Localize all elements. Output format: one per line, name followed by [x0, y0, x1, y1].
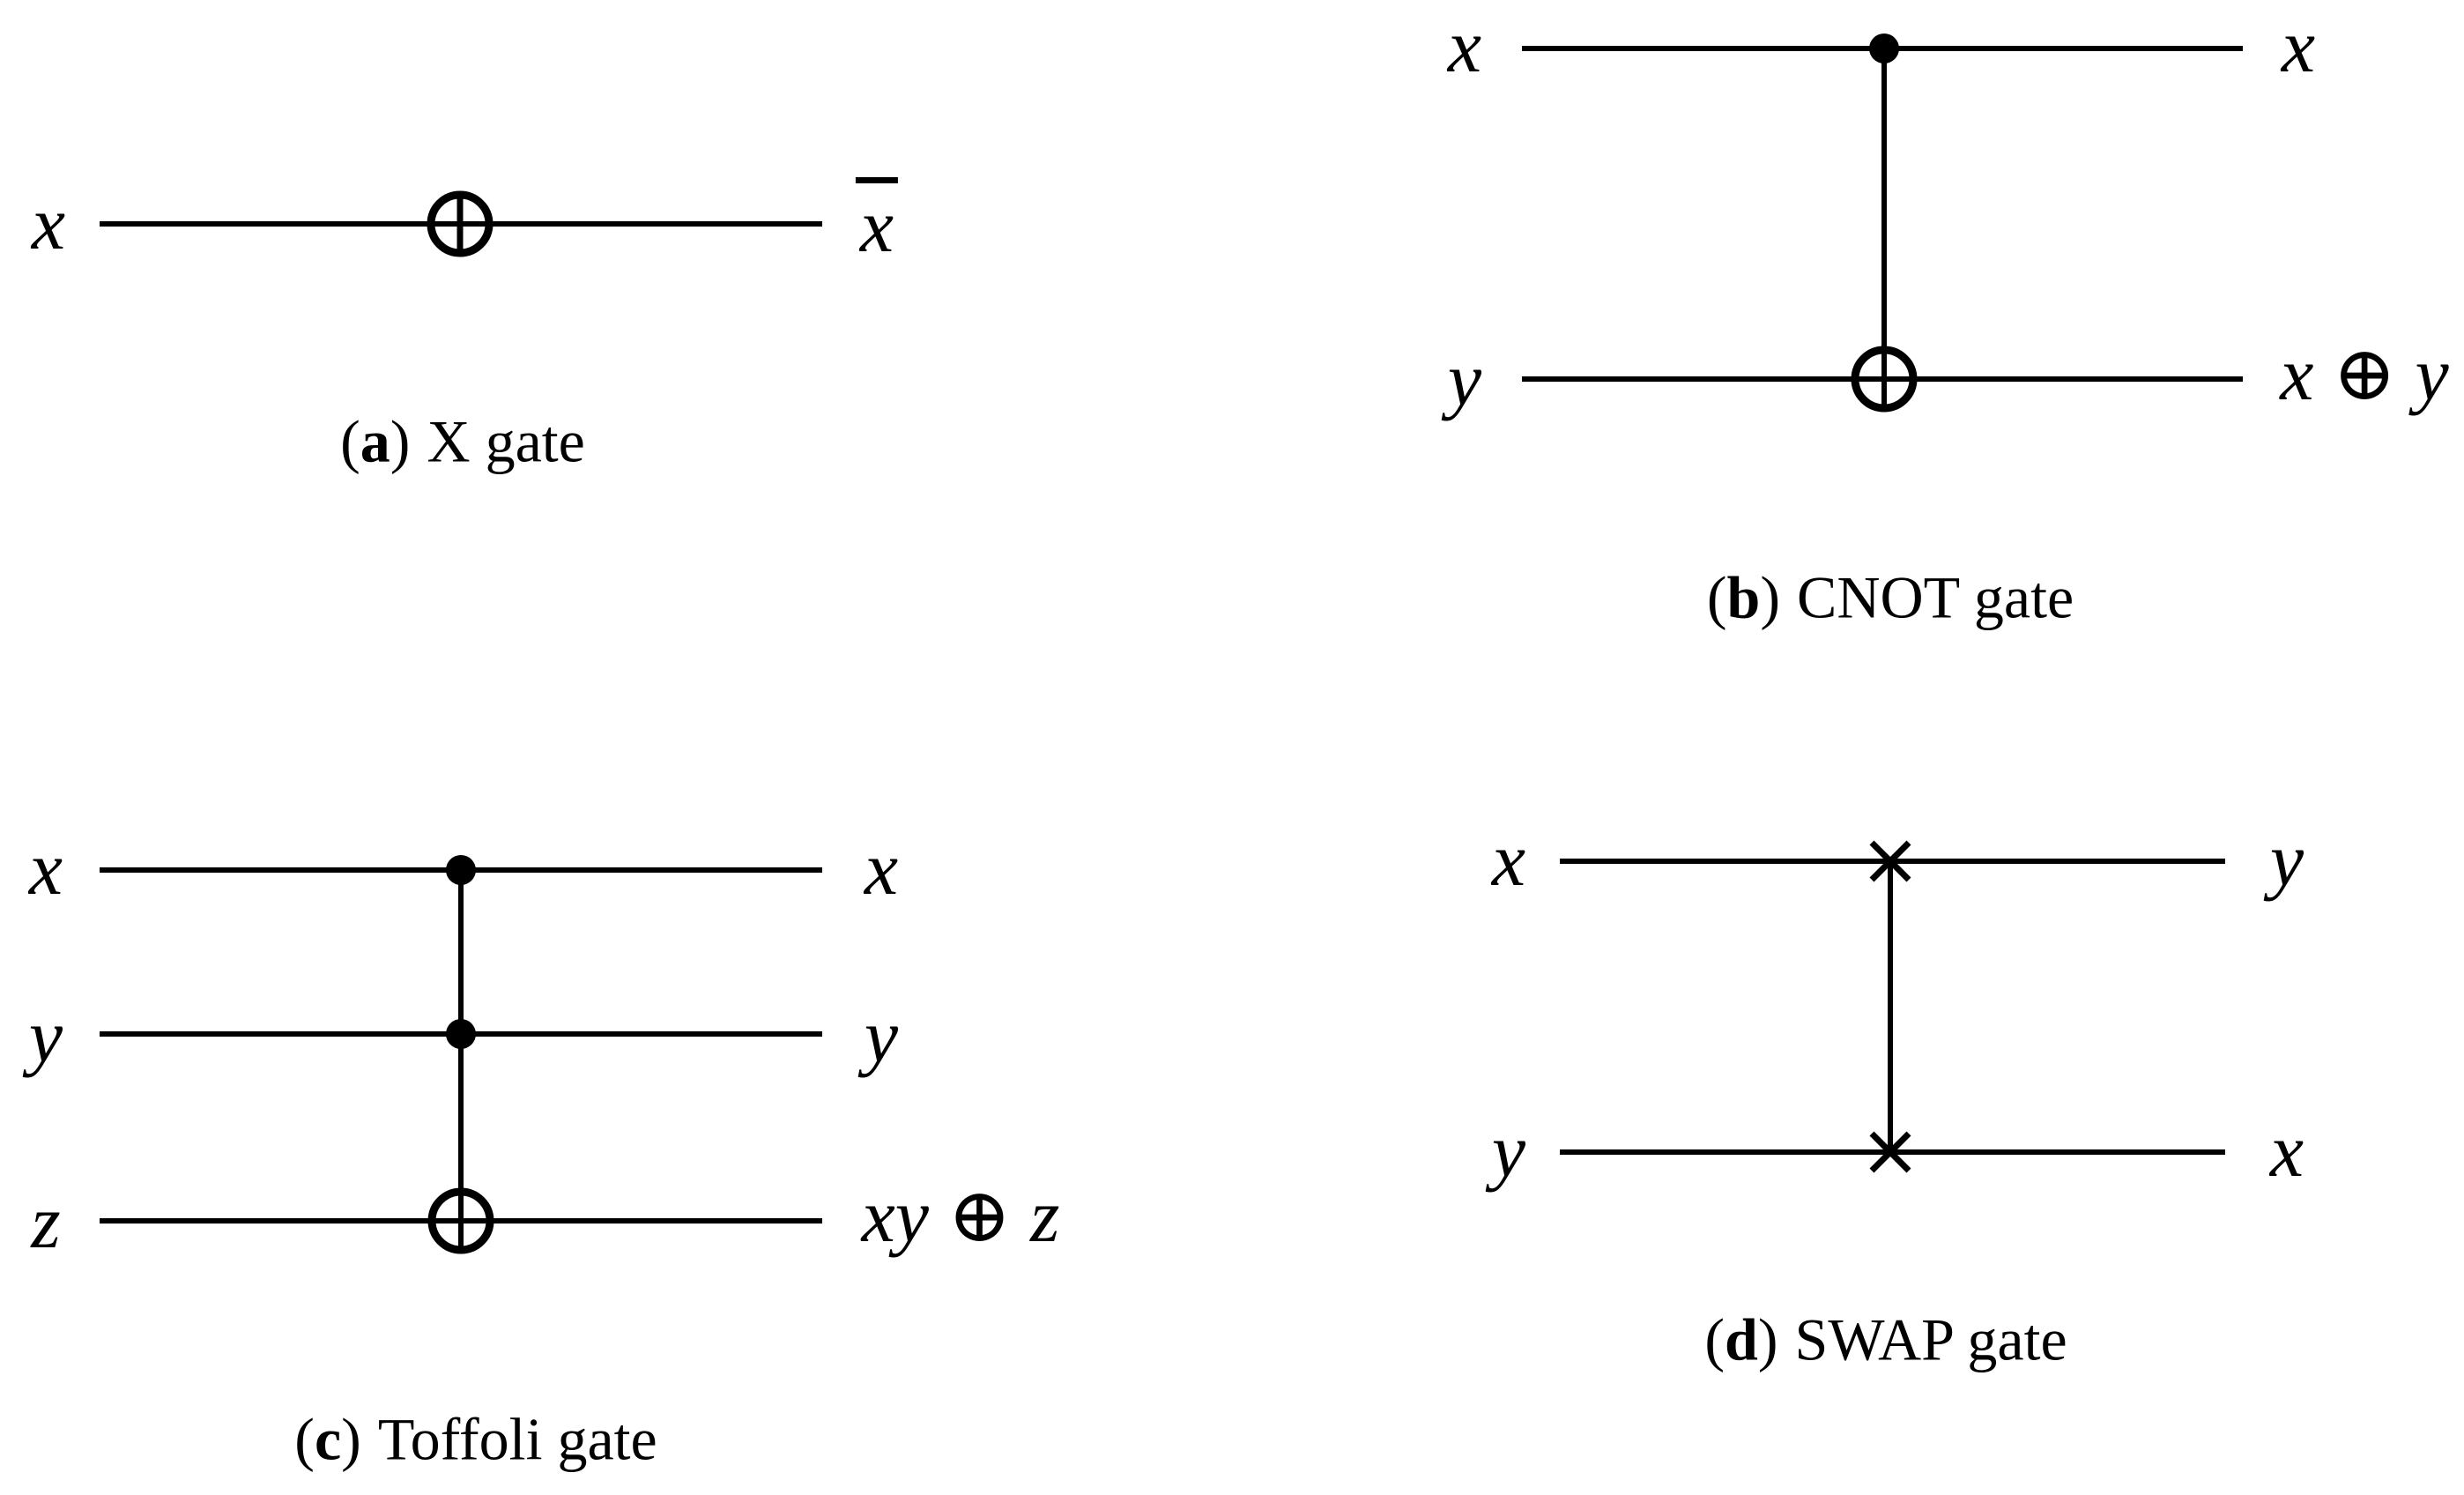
- control-dot-icon: [1869, 33, 1899, 63]
- control-dot-icon: [446, 1019, 476, 1049]
- caption-title: CNOT gate: [1797, 563, 2074, 631]
- wire-output-label: x: [2281, 4, 2316, 88]
- caption-paren-open: (: [340, 407, 360, 475]
- wire-input-label: x: [1491, 817, 1526, 902]
- panel-c-caption: [294, 1407, 657, 1473]
- caption-marker: a: [360, 407, 390, 475]
- caption-paren-open: (: [294, 1405, 315, 1473]
- caption-paren-open: (: [1704, 1305, 1726, 1373]
- caption-title: SWAP gate: [1794, 1305, 2067, 1373]
- wire-input-label: x: [1447, 4, 1482, 88]
- overline-x: x: [856, 177, 898, 264]
- caption-paren-open: (: [1706, 563, 1727, 631]
- caption-marker: b: [1726, 563, 1761, 631]
- wire-input-label: y: [28, 993, 63, 1078]
- wire-output-label: y: [864, 993, 899, 1078]
- wire-output-label: x ⊕ y: [2280, 331, 2449, 416]
- wire-input-label: y: [1491, 1108, 1526, 1193]
- caption-marker: c: [314, 1405, 342, 1473]
- caption-marker: d: [1725, 1305, 1758, 1373]
- wire-input-label: y: [1447, 337, 1482, 421]
- wire-output-label: x: [2269, 1108, 2304, 1193]
- panel-b-caption: [1707, 565, 2074, 631]
- wire-input-label: x: [28, 826, 63, 911]
- caption-title: Toffoli gate: [377, 1405, 657, 1473]
- wire-output-label: y: [2269, 817, 2304, 902]
- wire-output-label: x: [864, 826, 899, 911]
- caption-paren-close: ): [390, 407, 411, 475]
- control-dot-icon: [446, 855, 476, 885]
- wire-output-label-x-bar: [856, 177, 898, 268]
- caption-paren-close: ): [1757, 1305, 1778, 1373]
- panel-a-caption: [340, 409, 585, 475]
- panel-d-caption: [1704, 1307, 2067, 1373]
- caption-title: X gate: [427, 407, 585, 475]
- caption-paren-close: ): [341, 1405, 361, 1473]
- wire-input-label: z: [31, 1179, 61, 1264]
- wire-input-label: x: [31, 181, 66, 265]
- caption-paren-close: ): [1760, 563, 1780, 631]
- wire-output-label: xy ⊕ z: [861, 1173, 1060, 1258]
